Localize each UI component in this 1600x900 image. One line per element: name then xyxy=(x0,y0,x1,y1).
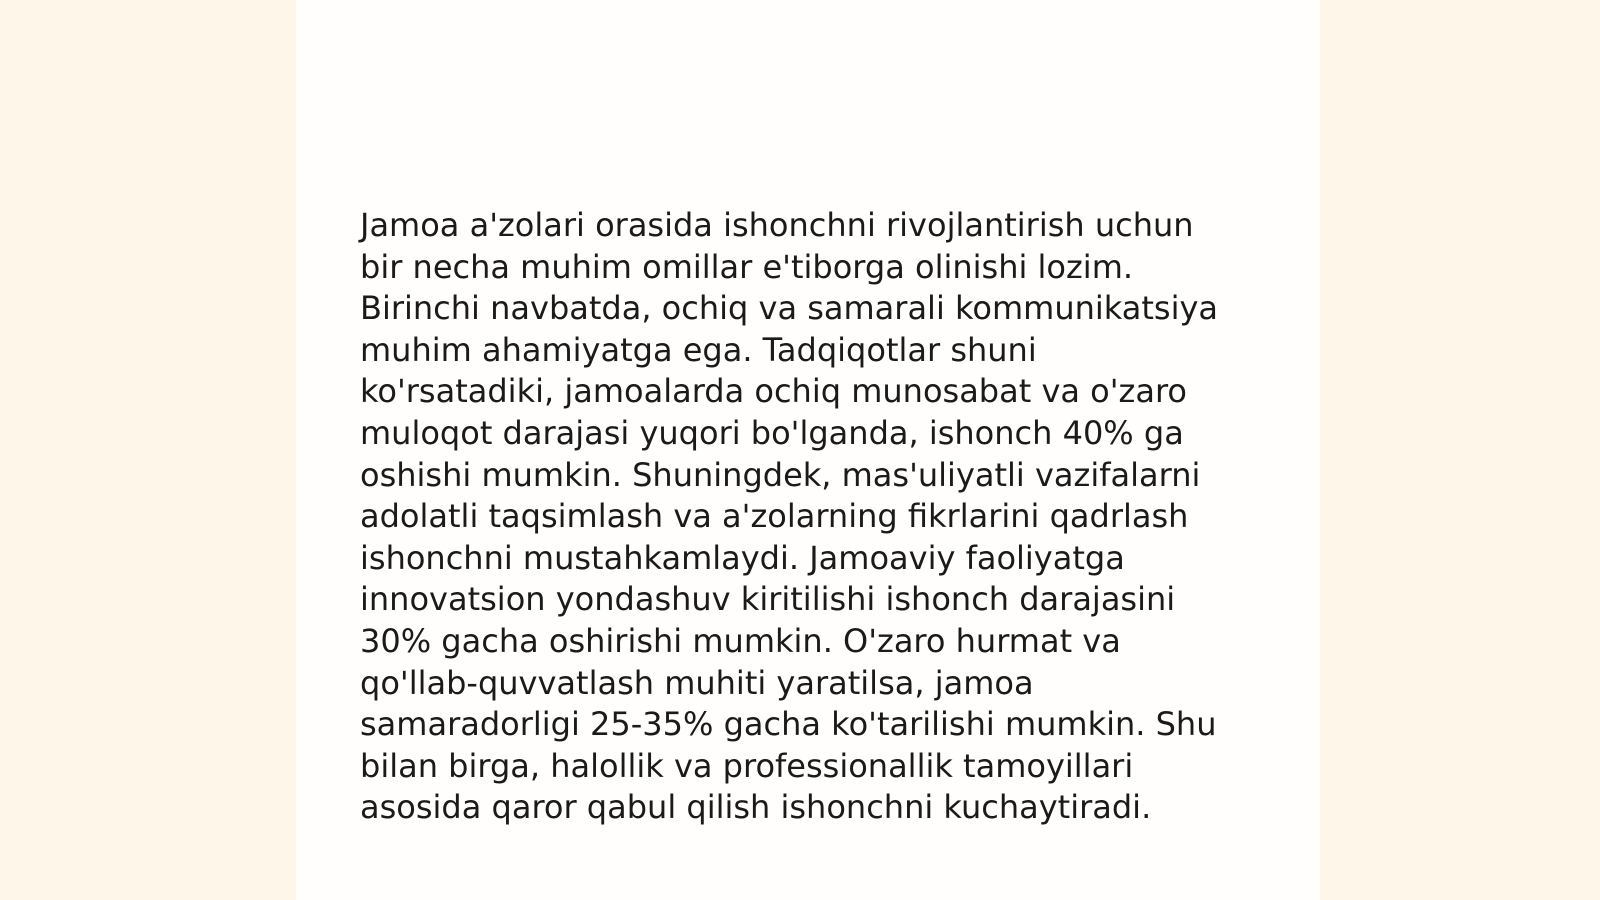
paragraph-line-15: asosida qaror qabul qilish ishonchni kuchaytiradi. xyxy=(360,788,1152,827)
paragraph-line-5: ko'rsatadiki, jamoalarda ochiq munosabat va o'zaro xyxy=(360,372,1187,411)
paragraph-line-14: bilan birga, halollik va professionallik tamoyillari xyxy=(360,746,1134,785)
document-page xyxy=(296,0,1320,900)
paragraph-line-7: oshishi mumkin. Shuningdek, mas'uliyatli vazifalarni xyxy=(360,455,1201,494)
paragraph-line-8: adolatli taqsimlash va a'zolarning fikrlarini qadrlash xyxy=(360,497,1189,536)
paragraph-line-11: 30% gacha oshirishi mumkin. O'zaro hurmat va xyxy=(360,621,1121,660)
paragraph-line-3: Birinchi navbatda, ochiq va samarali kommunikatsiya xyxy=(360,289,1218,328)
paragraph-line-9: ishonchni mustahkamlaydi. Jamoaviy faoliyatga xyxy=(360,538,1125,577)
paragraph-line-12: qo'llab-quvvatlash muhiti yaratilsa, jamoa xyxy=(360,663,1034,702)
paragraph-line-2: bir necha muhim omillar e'tiborga olinishi lozim. xyxy=(360,247,1134,286)
paragraph-line-10: innovatsion yondashuv kiritilishi ishonch darajasini xyxy=(360,580,1176,619)
paragraph-line-4: muhim ahamiyatga ega. Tadqiqotlar shuni xyxy=(360,330,1037,369)
paragraph-line-13: samaradorligi 25-35% gacha ko'tarilishi mumkin. Shu xyxy=(360,705,1217,744)
paragraph-line-1: Jamoa a'zolari orasida ishonchni rivojlantirish uchun xyxy=(360,206,1194,244)
body-paragraph xyxy=(360,205,1260,829)
paragraph-line-6: muloqot darajasi yuqori bo'lganda, ishonch 40% ga xyxy=(360,413,1184,452)
